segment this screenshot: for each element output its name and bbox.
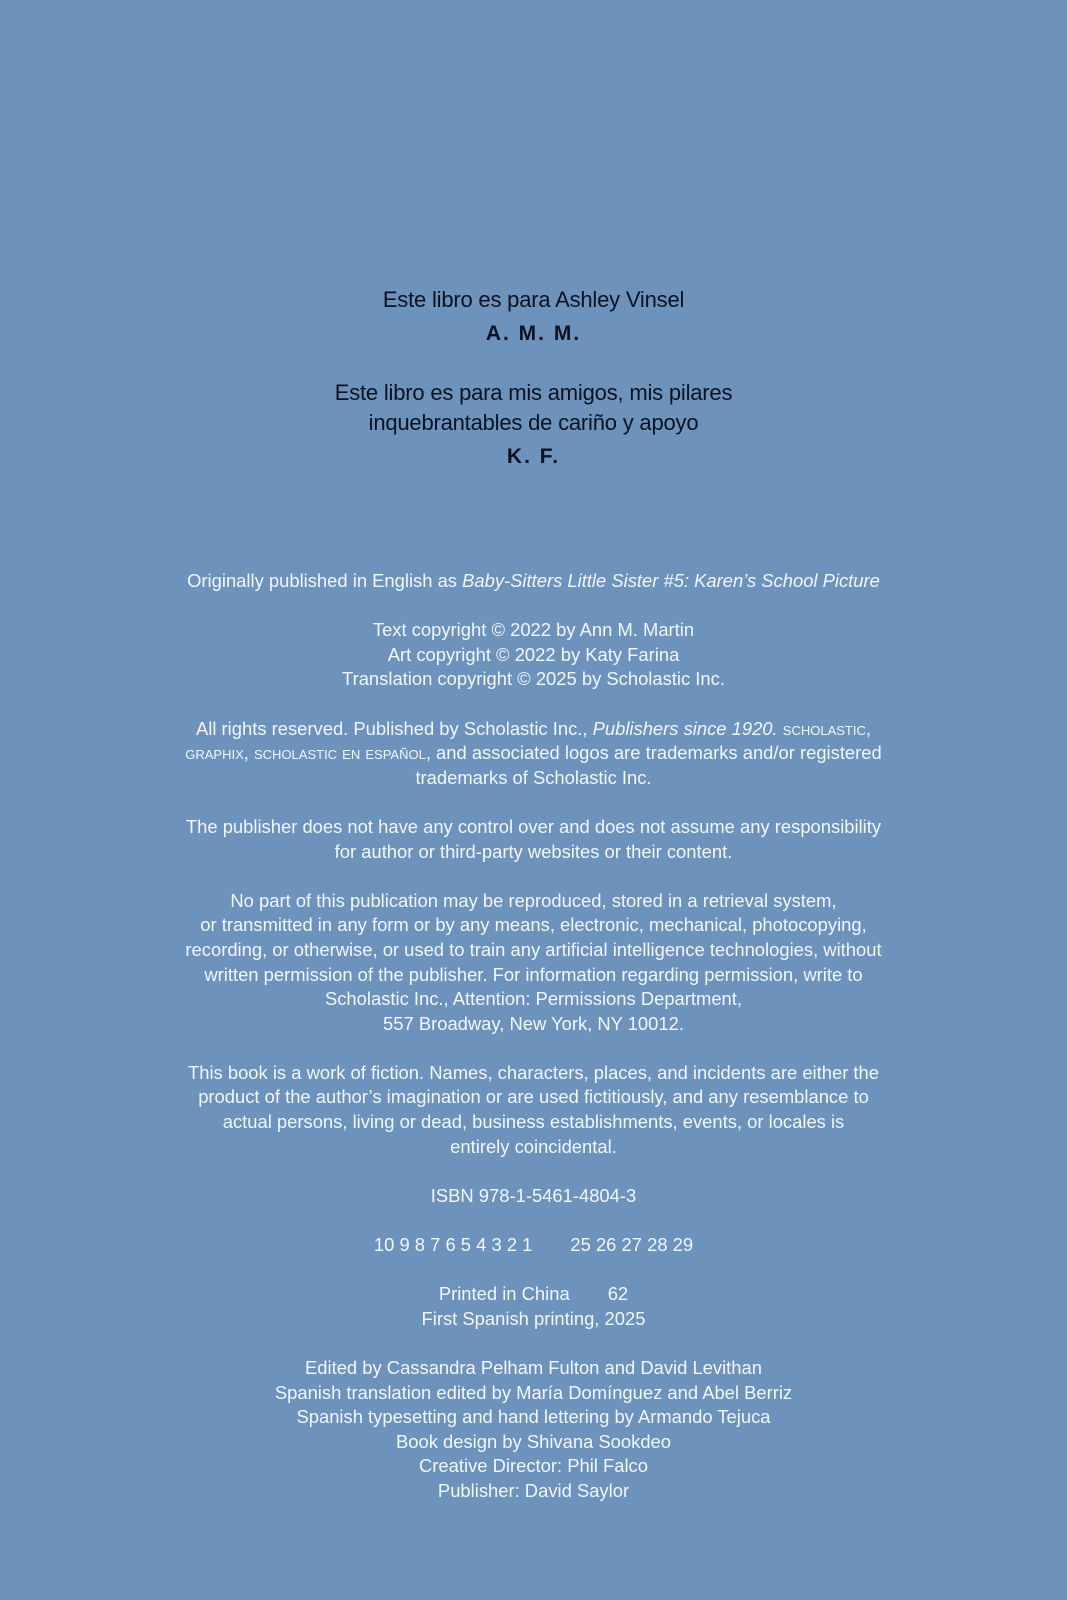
original-title: Baby-Sitters Little Sister #5: Karen’s School Picture	[462, 570, 880, 591]
rights-text: All rights reserved. Published by Scholastic Inc.,	[196, 717, 593, 739]
copyright-line: Art copyright © 2022 by Katy Farina	[387, 643, 680, 665]
dedication-line: Este libro es para Ashley Vinsel	[382, 287, 685, 312]
printed-code: 62	[607, 1283, 629, 1305]
printing-numbers: 10 9 8 7 6 5 4 3 2 1	[373, 1234, 533, 1256]
rights-text: trademarks of Scholastic Inc.	[415, 766, 652, 788]
credit-line: Creative Director: Phil Falco	[419, 1455, 648, 1477]
printing-years: 25 26 27 28 29	[570, 1234, 694, 1256]
credit-line: Spanish translation edited by María Domínguez and Abel Berriz	[274, 1381, 793, 1403]
publisher-notice: The publisher does not have any control over and does not assume any responsibility for author or third-party websites or their content.	[185, 815, 882, 862]
trademark-scholastic-en-espanol: scholastic en español	[254, 742, 426, 764]
credit-line: Spanish typesetting and hand lettering by Armando Tejuca	[296, 1406, 771, 1428]
rights-reserved: All rights reserved. Published by Scholastic Inc., Publishers since 1920. scholastic, graphix, scholastic en español, and associated logos are trademarks and/or registered trademarks of Scholastic Inc.	[0, 717, 1067, 791]
trademark-scholastic: scholastic	[782, 717, 866, 739]
dedication-ashley	[0, 285, 1067, 349]
printed-in: Printed in China	[438, 1283, 570, 1305]
dedication-friends	[0, 378, 1067, 472]
publishers-since: Publishers since 1920.	[592, 717, 778, 739]
copyright-line: Translation copyright © 2025 by Scholastic Inc.	[342, 668, 725, 690]
credit-line: Publisher: David Saylor	[437, 1479, 630, 1501]
rights-text: , and associated logos are trademarks and/or registered	[425, 742, 882, 764]
printing-info	[0, 1282, 1067, 1331]
dedication-initials: K. F.	[506, 445, 561, 468]
isbn: ISBN 978-1-5461-4804-3	[430, 1184, 637, 1206]
original-publication-note	[0, 569, 1067, 594]
credit-line: Book design by Shivana Sookdeo	[395, 1430, 672, 1452]
dedication-initials: A. M. M.	[485, 322, 582, 345]
fiction-disclaimer: This book is a work of fiction. Names, characters, places, and incidents are either the product of the author’s imagination or are used fictitiously, and any resemblance to actual persons, living or dead, business establishments, events, or locales is entirely coincidental.	[188, 1061, 879, 1157]
dedication-line: Este libro es para mis amigos, mis pilares	[334, 380, 733, 405]
original-prefix: Originally published in English as	[187, 570, 463, 591]
dedication-line: inquebrantables de cariño y apoyo	[368, 410, 699, 435]
reproduction-notice: No part of this publication may be reproduced, stored in a retrieval system, or transmitted in any form or by any means, electronic, mechanical, photocopying, recording, or otherwise, or used to train any artificial intelligence technologies, without written permission of the publisher. For information regarding permission, write to Scholastic Inc., Attention: Permissions Department, 557 Broadway, New York, NY 10012.	[185, 889, 882, 1034]
credit-line: Edited by Cassandra Pelham Fulton and David Levithan	[305, 1357, 762, 1378]
first-printing: First Spanish printing, 2025	[421, 1307, 646, 1329]
printing-line	[0, 1233, 1067, 1258]
copyright-notices	[0, 618, 1067, 692]
copyright-page	[0, 569, 1067, 1528]
copyright-line: Text copyright © 2022 by Ann M. Martin	[372, 619, 695, 641]
trademark-graphix: graphix	[185, 742, 244, 764]
credits	[0, 1356, 1067, 1504]
